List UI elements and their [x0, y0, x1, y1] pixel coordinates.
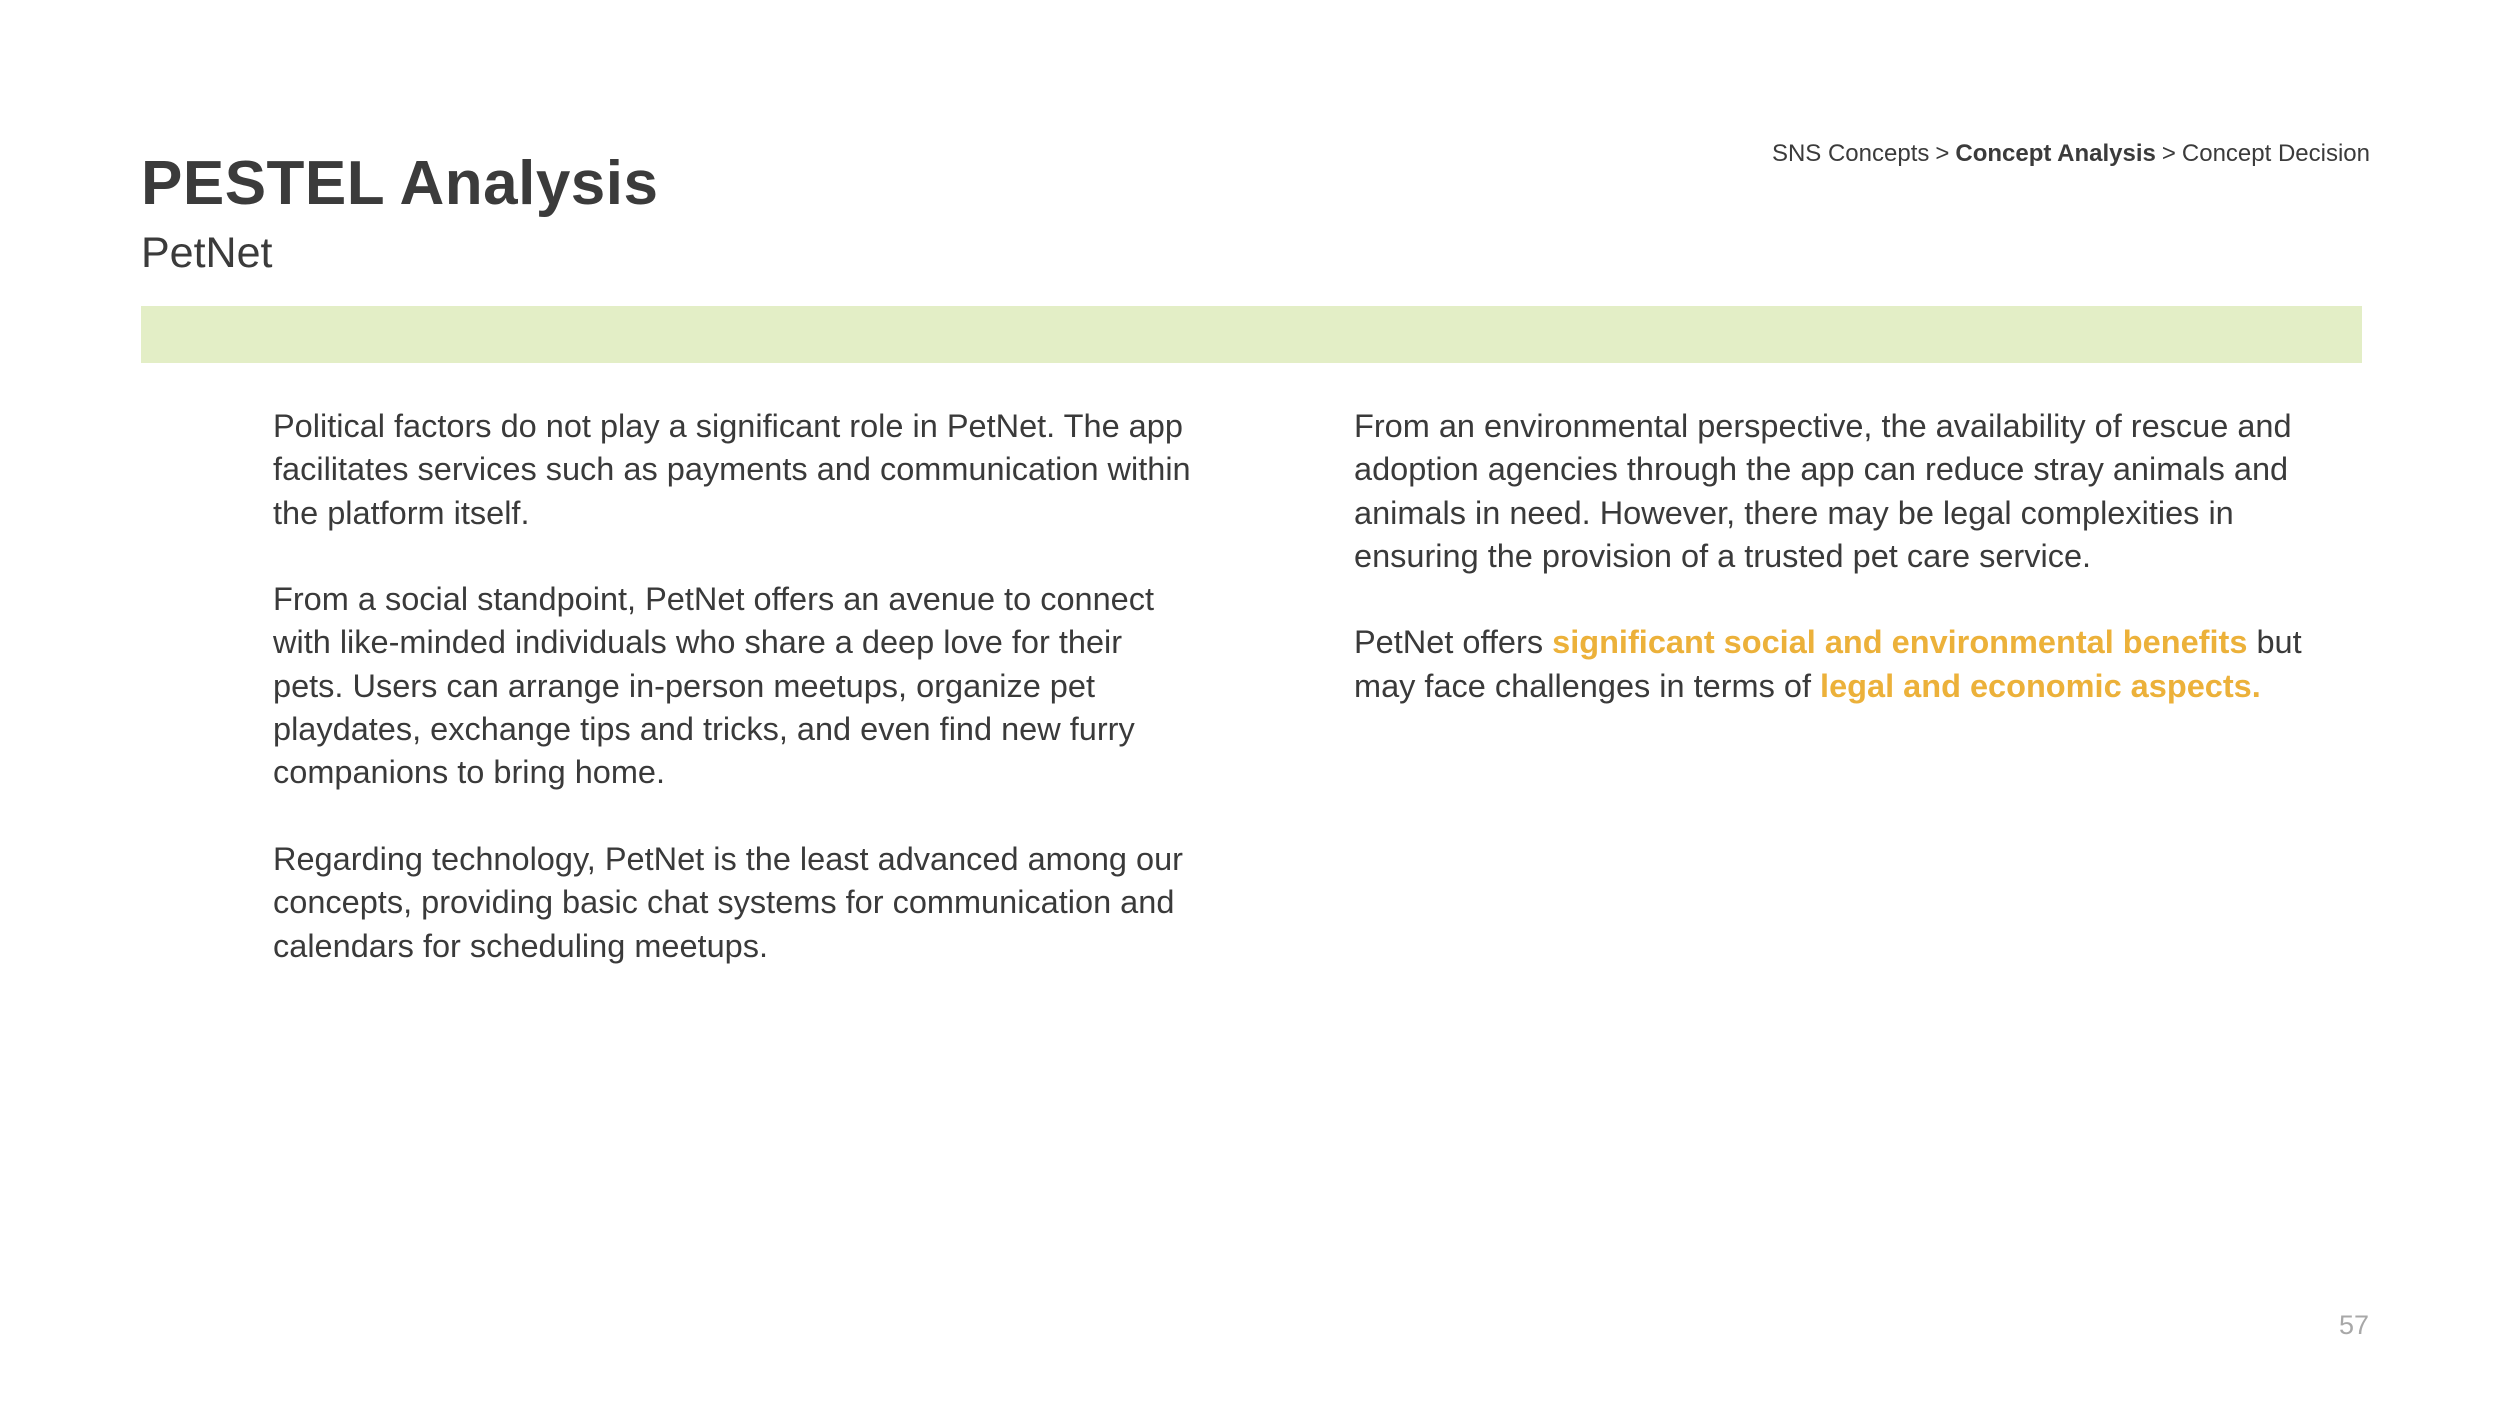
- summary-text-part-2: but may face challenges in terms of: [1354, 624, 2302, 704]
- page-title: PESTEL Analysis: [141, 149, 659, 218]
- right-text-column: [1354, 405, 2354, 751]
- summary-highlight-benefits: significant social and environmental benefits: [1552, 624, 2248, 661]
- breadcrumb-separator: >: [2161, 140, 2176, 167]
- summary-paragraph: [1354, 621, 2354, 708]
- technology-paragraph: Regarding technology, PetNet is the least advanced among our concepts, providing basic chat systems for communication and calendars for scheduling meetups.: [273, 840, 1183, 964]
- political-paragraph: Political factors do not play a significant role in PetNet. The app facilitates services such as payments and communication within the platform itself.: [273, 408, 1191, 531]
- breadcrumb: [1772, 140, 2370, 168]
- summary-highlight-challenges: legal and economic aspects.: [1820, 667, 2261, 704]
- environmental-paragraph: From an environmental perspective, the availability of rescue and adoption agencies through the app can reduce stray animals and animals in need. However, there may be legal complexities in ensuring the provision of a trusted pet care service.: [1354, 408, 2292, 574]
- left-text-column: [273, 405, 1193, 1011]
- breadcrumb-item-concept-analysis[interactable]: Concept Analysis: [1955, 140, 2156, 167]
- page-subtitle: PetNet: [141, 229, 273, 277]
- summary-text-part-1: PetNet offers: [1354, 624, 1553, 661]
- breadcrumb-separator: >: [1935, 140, 1950, 167]
- social-paragraph: From a social standpoint, PetNet offers an avenue to connect with like-minded individuals who share a deep love for their pets. Users can arrange in-person meetups, organize pet playdates, exchange tips and tricks, and even find new furry companions to bring home.: [273, 581, 1155, 791]
- breadcrumb-item-sns-concepts[interactable]: SNS Concepts: [1771, 140, 1930, 167]
- page-number: 57: [2338, 1310, 2369, 1340]
- breadcrumb-item-concept-decision[interactable]: Concept Decision: [2181, 140, 2370, 167]
- header-band: [141, 306, 2362, 363]
